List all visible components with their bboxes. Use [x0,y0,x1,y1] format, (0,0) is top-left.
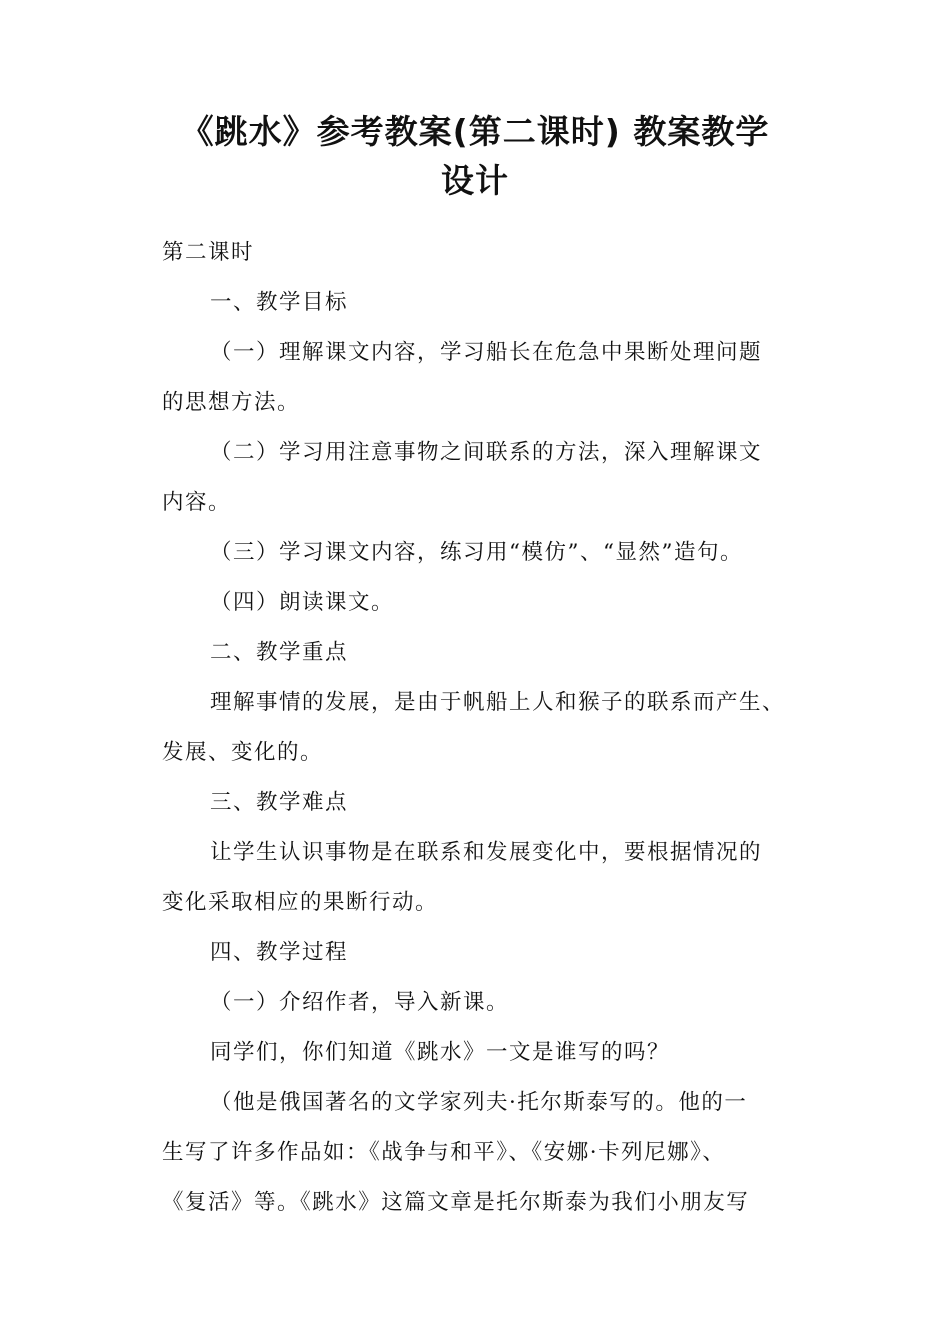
heading-difficulties: 三、教学难点 [210,790,349,815]
paragraph-line: 《复活》等。《跳水》这篇文章是托尔斯泰为我们小朋友写 [162,1190,750,1215]
paragraph-line: 生写了许多作品如：《战争与和平》、《安娜·卡列尼娜》、 [162,1140,726,1165]
paragraph-line: （三）学习课文内容，练习用“模仿”、“显然”造句。 [210,540,743,565]
document-title-line-2: 设计 [441,161,509,200]
document-title-line-1: 《跳水》参考教案(第二课时) 教案教学 [180,112,770,151]
heading-process: 四、教学过程 [210,940,349,965]
paragraph-line: （一）理解课文内容，学习船长在危急中果断处理问题 [210,340,763,365]
paragraph-line: （四）朗读课文。 [210,590,395,615]
paragraph-line: 变化采取相应的果断行动。 [162,890,439,915]
section-label: 第二课时 [162,240,255,265]
paragraph-line: 同学们，你们知道《跳水》一文是谁写的吗？ [210,1040,671,1065]
heading-objectives: 一、教学目标 [210,290,349,315]
paragraph-line: 让学生认识事物是在联系和发展变化中，要根据情况的 [210,840,763,865]
heading-key-points: 二、教学重点 [210,640,349,665]
paragraph-line: 内容。 [162,490,232,515]
paragraph-line: （一）介绍作者，导入新课。 [210,990,510,1015]
paragraph-line: （二）学习用注意事物之间联系的方法，深入理解课文 [210,440,763,465]
paragraph-line: （他是俄国著名的文学家列夫·托尔斯泰写的。他的一 [210,1090,748,1115]
paragraph-line: 理解事情的发展，是由于帆船上人和猴子的联系而产生、 [210,690,786,715]
paragraph-line: 发展、变化的。 [162,740,324,765]
paragraph-line: 的思想方法。 [162,390,301,415]
